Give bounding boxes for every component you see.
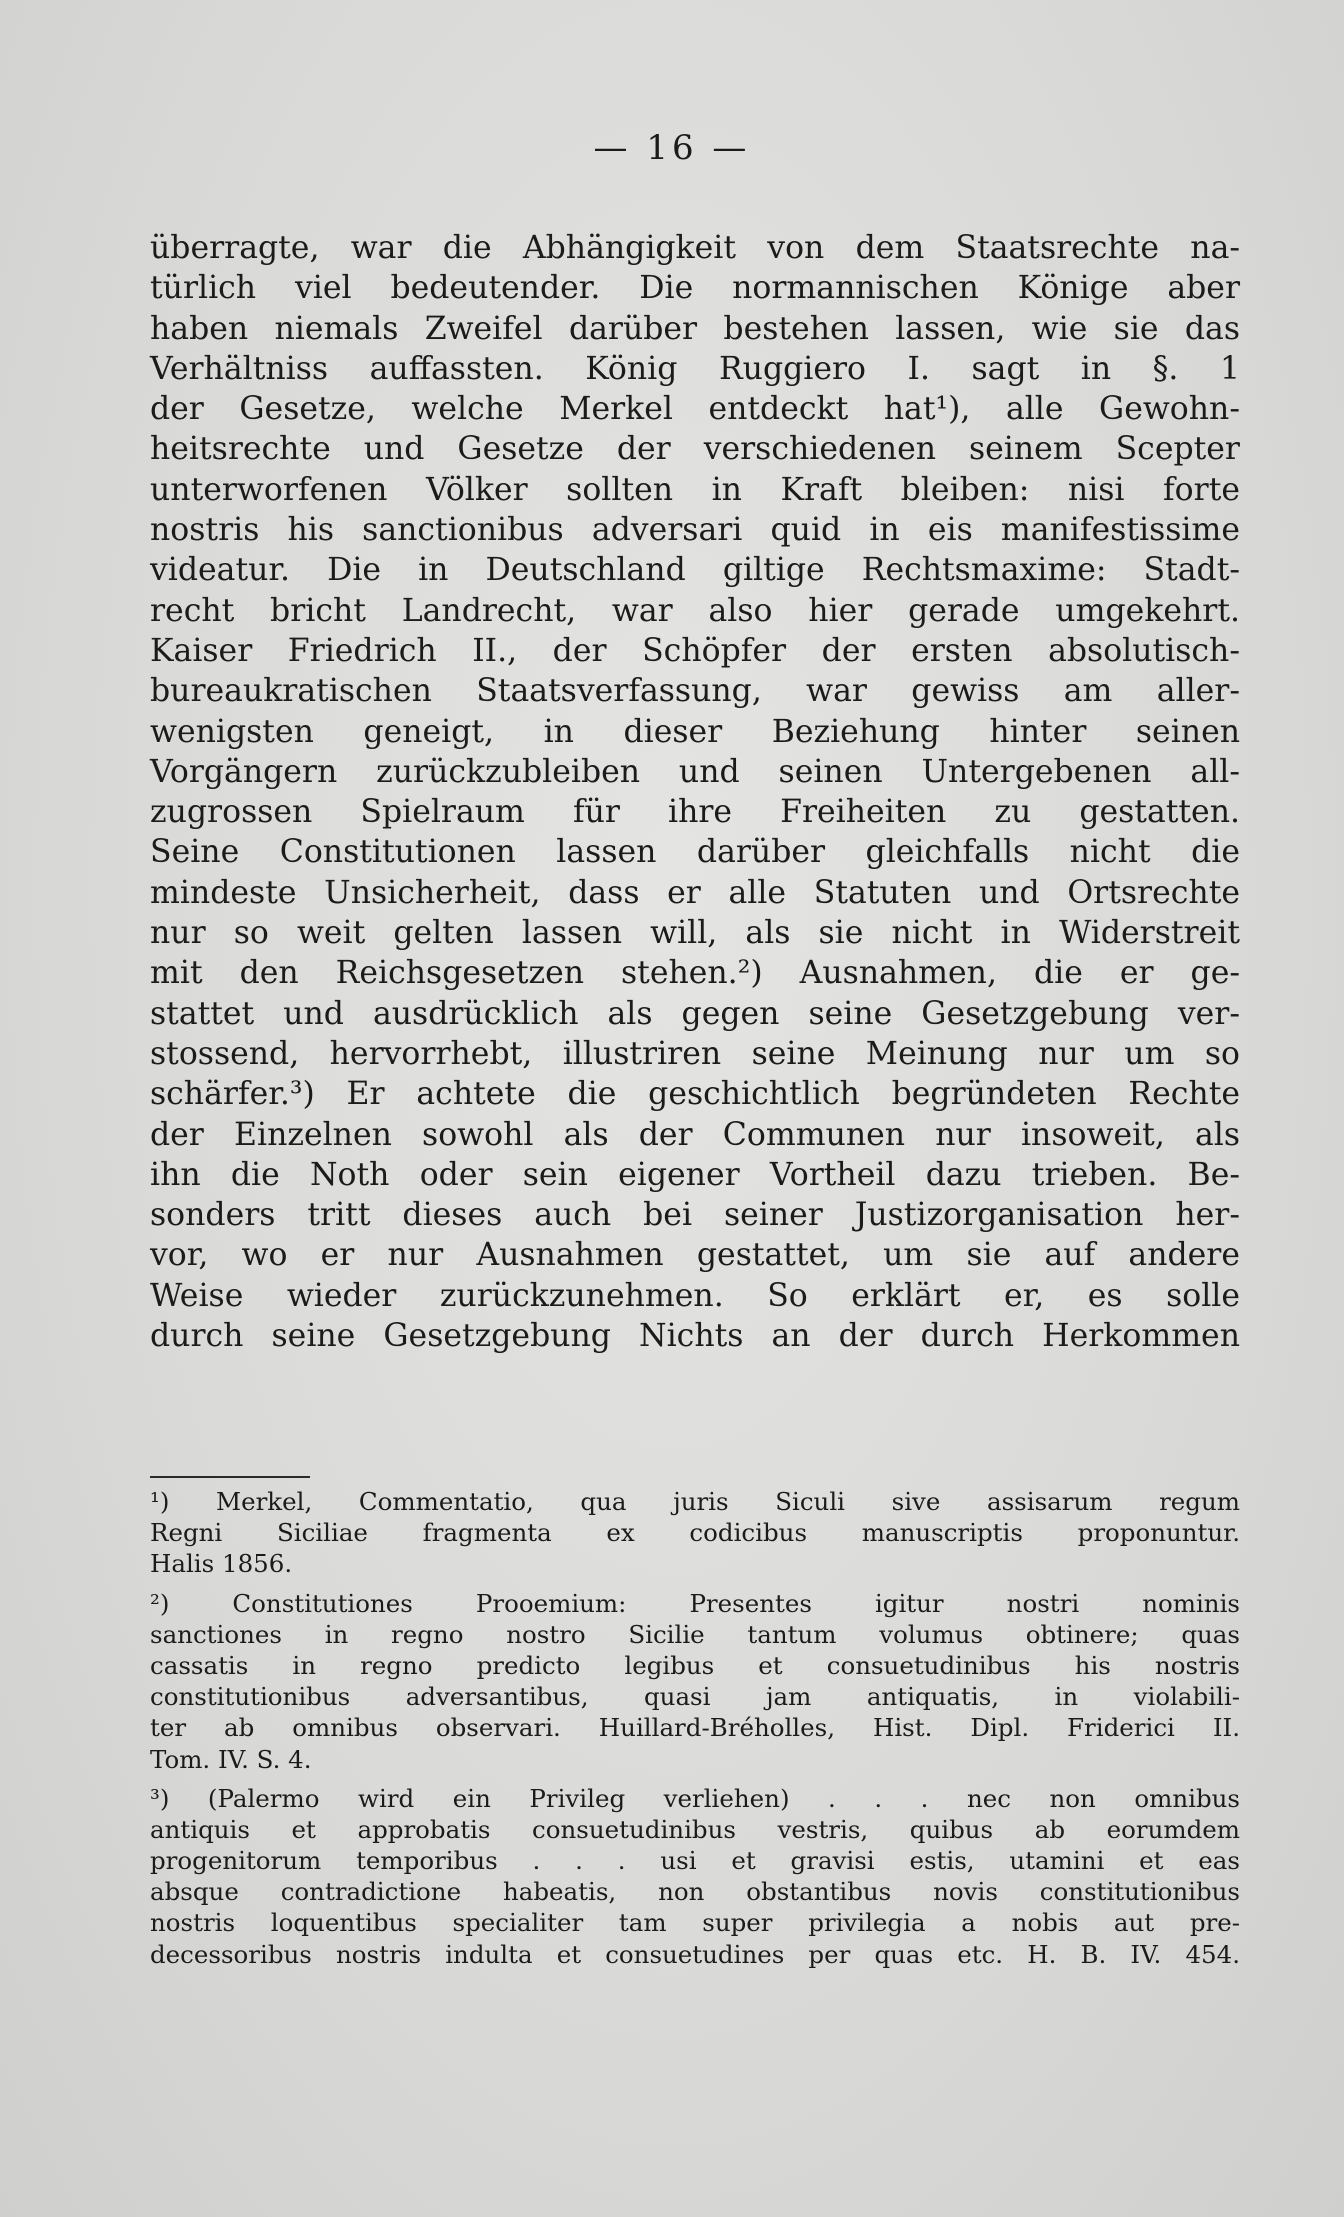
body-line: unterworfenen Völker sollten in Kraft bleiben: nisi forte: [150, 471, 1240, 508]
footnote-line: ter ab omnibus observari. Huillard-Bréholles, Hist. Dipl. Friderici II.: [150, 1713, 1240, 1743]
body-line: nostris his sanctionibus adversari quid in eis manifestissime: [150, 512, 1240, 549]
footnote-line: ³) (Palermo wird ein Privileg verliehen) . . . nec non omnibus: [150, 1783, 1240, 1813]
footnote-divider: [150, 1476, 310, 1478]
footnote-line: antiquis et approbatis consuetudinibus vestris, quibus ab eorumdem: [150, 1814, 1240, 1844]
body-line: stossend, hervorrhebt, illustriren seine Meinung nur um so: [150, 1035, 1240, 1072]
footnote-line: constitutionibus adversantibus, quasi jam antiquatis, in violabili-: [150, 1682, 1240, 1712]
footnotes: [150, 1486, 1240, 1978]
footnote-line: Halis 1856.: [150, 1549, 293, 1579]
body-line: videatur. Die in Deutschland giltige Rechtsmaxime: Stadt-: [150, 552, 1240, 589]
footnote-3: [150, 1783, 1240, 1970]
body-line: Verhältniss auffassten. König Ruggiero I. sagt in §. 1: [150, 350, 1240, 387]
body-line: wenigsten geneigt, in dieser Beziehung hinter seinen: [150, 713, 1240, 750]
body-line: nur so weit gelten lassen will, als sie nicht in Widerstreit: [150, 915, 1240, 952]
footnote-line: cassatis in regno predicto legibus et consuetudinibus his nostris: [150, 1650, 1240, 1680]
footnote-line: decessoribus nostris indulta et consuetudines per quas etc. H. B. IV. 454.: [150, 1939, 1240, 1969]
body-line: mit den Reichsgesetzen stehen.²) Ausnahmen, die er ge-: [150, 955, 1240, 992]
body-line: Seine Constitutionen lassen darüber gleichfalls nicht die: [150, 834, 1240, 871]
body-line: durch seine Gesetzgebung Nichts an der durch Herkommen: [150, 1318, 1240, 1355]
body-line: Kaiser Friedrich II., der Schöpfer der ersten absolutisch-: [150, 632, 1240, 669]
body-line: überragte, war die Abhängigkeit von dem Staatsrechte na-: [150, 230, 1240, 266]
footnote-line: absque contradictione habeatis, non obstantibus novis constitutionibus: [150, 1877, 1240, 1907]
body-line: Vorgängern zurückzubleiben und seinen Untergebenen all-: [150, 753, 1240, 790]
body-line: der Einzelnen sowohl als der Communen nur insoweit, als: [150, 1116, 1240, 1153]
body-line: vor, wo er nur Ausnahmen gestattet, um sie auf andere: [150, 1237, 1240, 1274]
body-line: haben niemals Zweifel darüber bestehen lassen, wie sie das: [150, 310, 1240, 347]
body-line: stattet und ausdrücklich als gegen seine Gesetzgebung ver-: [150, 995, 1240, 1032]
body-line: mindeste Unsicherheit, dass er alle Statuten und Ortsrechte: [150, 874, 1240, 911]
body-line: recht bricht Landrecht, war also hier gerade umgekehrt.: [150, 592, 1240, 629]
body-line: zugrossen Spielraum für ihre Freiheiten zu gestatten.: [150, 794, 1240, 831]
body-line: bureaukratischen Staatsverfassung, war gewiss am aller-: [150, 673, 1240, 710]
body-line: Weise wieder zurückzunehmen. So erklärt er, es solle: [150, 1277, 1240, 1314]
body-line: türlich viel bedeutender. Die normannischen Könige aber: [150, 270, 1240, 307]
body-line: der Gesetze, welche Merkel entdeckt hat¹), alle Gewohn-: [150, 391, 1240, 428]
footnote-line: Regni Siciliae fragmenta ex codicibus manuscriptis proponuntur.: [150, 1518, 1240, 1548]
footnote-line: nostris loquentibus specialiter tam super privilegia a nobis aut pre-: [150, 1908, 1240, 1938]
footnote-line: sanctiones in regno nostro Sicilie tantum volumus obtinere; quas: [150, 1619, 1240, 1649]
body-line: heitsrechte und Gesetze der verschiedenen seinem Scepter: [150, 431, 1240, 468]
page-number: — 16 —: [593, 128, 751, 168]
footnote-1: [150, 1486, 1240, 1580]
footnote-2: [150, 1588, 1240, 1775]
footnote-line: progenitorum temporibus . . . usi et gravisi estis, utamini et eas: [150, 1846, 1240, 1876]
body-line: ihn die Noth oder sein eigener Vortheil dazu trieben. Be-: [150, 1156, 1240, 1193]
footnote-line: ¹) Merkel, Commentatio, qua juris Siculi sive assisarum regum: [150, 1487, 1240, 1516]
body-line: sonders tritt dieses auch bei seiner Justizorganisation her-: [150, 1197, 1240, 1234]
body-line: schärfer.³) Er achtete die geschichtlich begründeten Rechte: [150, 1076, 1240, 1113]
body-text: [150, 228, 1240, 1356]
footnote-line: ²) Constitutiones Prooemium: Presentes igitur nostri nominis: [150, 1588, 1240, 1618]
footnote-line: Tom. IV. S. 4.: [150, 1744, 312, 1774]
